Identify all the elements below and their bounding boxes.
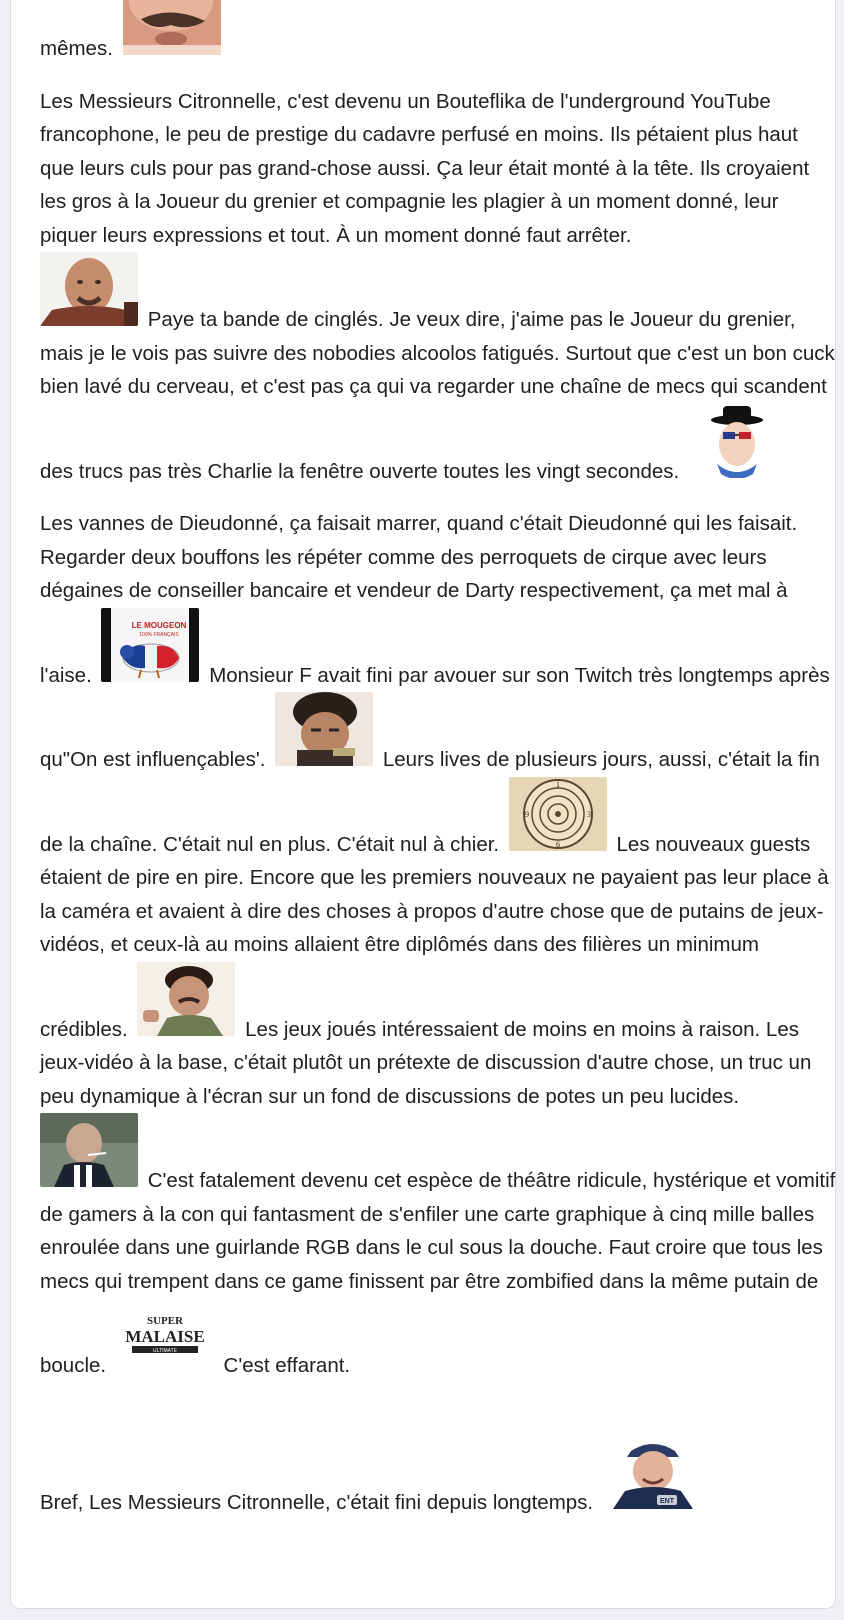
text-segment: Les nouveaux guests étaient de pire en pire. Encore que les premiers nouveaux ne payaient pas leur place à la caméra et avaient à dire des choses à propos d'autre chose que de putains de jeux-vidéos, et ceux-là au moins allaient être diplômés dans des filières un minimum crédibles. <box>40 832 829 1041</box>
text-segment: Les jeux joués intéressaient de moins en moins à raison. Les jeux-vidéo à la base, c'était plutôt un prétexte de discussion d'autre chose, un truc un peu dynamique à l'écran sur un fond de discussions de potes un peu lucides. <box>40 1017 812 1108</box>
sticker-curly-hair-man <box>275 692 373 766</box>
sticker-mougeon-pigeon <box>101 608 199 682</box>
svg-text:6: 6 <box>555 839 560 849</box>
text-segment: Les Messieurs Citronnelle, c'est devenu un Bouteflika de l'underground YouTube francophone, le peu de prestige du cadavre perfusé en moins. Ils pétaient plus haut que leurs culs pour pas grand-chose aussi. Ça leur était monté à la tête. Ils croyaient les gros à la Joueur du grenier et compagnie les plagier à un moment donné, leur piquer leurs expressions et tout. À un moment donné faut arrêter. <box>40 89 810 247</box>
text-segment: Leurs lives de plusieurs jours, aussi, c'était la fin de la chaîne. C'était nul en plus. C'était nul à chier. <box>40 748 820 856</box>
text-segment: Bref, Les Messieurs Citronnelle, c'était fini depuis longtemps. <box>40 1491 594 1514</box>
svg-text:3: 3 <box>586 809 591 819</box>
forum-post-card <box>10 0 836 1609</box>
mougeon-title: LE MOUGEON <box>132 620 187 630</box>
paragraph-2 <box>40 85 836 489</box>
sticker-super-malaise-logo <box>116 1298 214 1372</box>
sticker-cap-man <box>603 1435 701 1509</box>
sticker-bald-man <box>40 252 138 326</box>
svg-text:1: 1 <box>555 779 560 789</box>
badge-text: ENT <box>659 1498 674 1505</box>
paragraph-3 <box>40 507 836 1383</box>
paragraph-1 <box>40 0 836 66</box>
malaise-sub-text: ULTIMATE <box>152 1348 177 1354</box>
sticker-mustache-face <box>123 0 221 55</box>
malaise-top-text: SUPER <box>146 1315 183 1327</box>
svg-text:9: 9 <box>524 809 529 819</box>
text-segment: Les vannes de Dieudonné, ça faisait marrer, quand c'était Dieudonné qui les faisait. Regarder deux bouffons les répéter comme des perroquets de cirque avec leurs dégaines de conseiller bancaire et vendeur de Darty respectivement, ça met mal à l'aise. <box>40 512 798 687</box>
sticker-smoking-man <box>40 1113 138 1187</box>
sticker-spiral-clock <box>509 777 607 851</box>
text-segment: Monsieur F avait fini par avouer sur son Twitch très longtemps après qu"On est influençables'. <box>40 663 830 771</box>
sticker-hat-cartoon <box>689 404 787 478</box>
post-body <box>40 0 836 1539</box>
sticker-thumbs-up-man <box>137 962 235 1036</box>
text-segment: mêmes. <box>40 37 113 60</box>
text-segment: C'est effarant. <box>223 1354 351 1377</box>
malaise-main-text: MALAISE <box>125 1327 205 1346</box>
mougeon-subtitle: 100% FRANÇAIS <box>139 631 180 638</box>
text-segment: Paye ta bande de cinglés. Je veux dire, j'aime pas le Joueur du grenier, mais je le vois pas suivre des nobodies alcoolos fatigués. Surtout que c'est un bon cuck bien lavé du cerveau, et c'est pas ça qui va regarder une chaîne de mecs qui scandent des trucs pas très Charlie la fenêtre ouverte toutes les vingt secondes. <box>40 308 835 483</box>
paragraph-4 <box>40 1402 836 1520</box>
text-segment: C'est fatalement devenu cet espèce de théâtre ridicule, hystérique et vomitif de gamers à la con qui fantasment de s'enfiler une carte graphique à cinq mille balles enroulée dans une guirlande RGB dans le cul sous la douche. Faut croire que tous les mecs qui trempent dans ce game finissent par être zombified dans la même putain de boucle. <box>40 1169 836 1377</box>
